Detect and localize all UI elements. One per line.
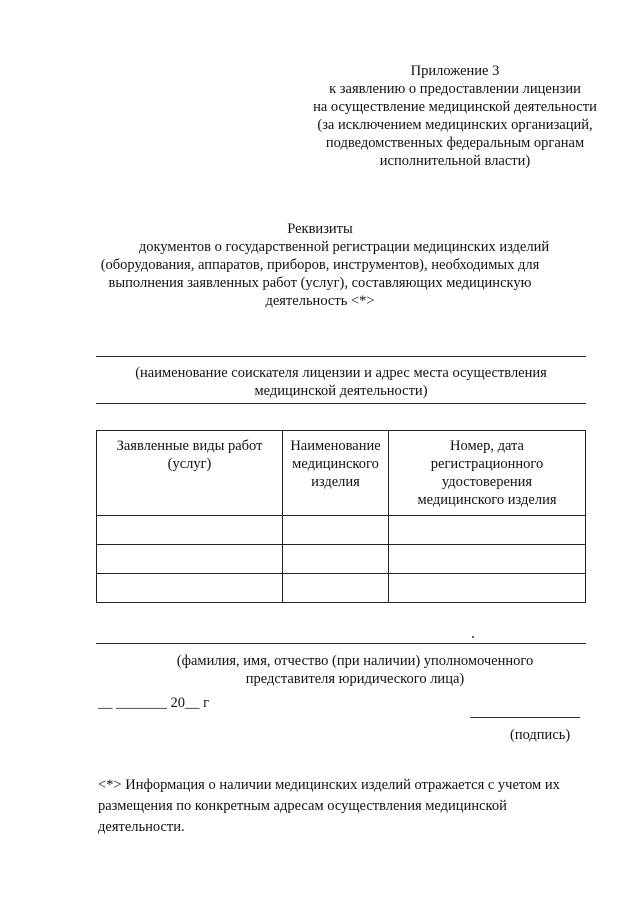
appendix-line: к заявлению о предоставлении лицензии bbox=[329, 81, 581, 97]
table-cell[interactable] bbox=[97, 516, 283, 545]
signature-field-line[interactable] bbox=[470, 717, 580, 718]
representative-caption bbox=[120, 652, 590, 688]
footnote bbox=[98, 775, 598, 838]
applicant-caption-line: (наименование соискателя лицензии и адрес места осуществления bbox=[135, 365, 547, 381]
applicant-caption bbox=[96, 364, 586, 400]
document-title bbox=[40, 220, 600, 310]
header-text: удостоверения bbox=[441, 474, 533, 490]
header-registration-certificate bbox=[389, 431, 586, 516]
representative-field-line[interactable] bbox=[96, 643, 586, 644]
applicant-bottom-rule bbox=[96, 403, 586, 404]
appendix-line: подведомственных федеральным органам bbox=[325, 135, 585, 151]
appendix-number: Приложение 3 bbox=[410, 63, 500, 79]
title-line: деятельность <*> bbox=[265, 293, 375, 309]
title-line: документов о государственной регистрации медицинских изделий bbox=[138, 239, 550, 255]
appendix-line: исполнительной власти) bbox=[379, 153, 531, 169]
title-line: выполнения заявленных работ (услуг), составляющих медицинскую bbox=[108, 275, 532, 291]
table-cell[interactable] bbox=[283, 574, 389, 603]
header-text: медицинского изделия bbox=[417, 492, 557, 508]
table-cell[interactable] bbox=[389, 574, 586, 603]
footnote-line: <*> Информация о наличии медицинских изделий отражается с учетом их bbox=[98, 777, 560, 793]
table-row bbox=[97, 516, 586, 545]
table-cell[interactable] bbox=[389, 545, 586, 574]
table-row bbox=[97, 545, 586, 574]
table-header-row bbox=[97, 431, 586, 516]
table-cell[interactable] bbox=[97, 574, 283, 603]
title-heading: Реквизиты bbox=[287, 221, 353, 237]
table-cell[interactable] bbox=[283, 545, 389, 574]
footnote-line: размещения по конкретным адресам осуществления медицинской bbox=[98, 798, 507, 814]
table-cell[interactable] bbox=[389, 516, 586, 545]
header-text: (услуг) bbox=[167, 456, 212, 472]
header-device-name bbox=[283, 431, 389, 516]
applicant-caption-line: медицинской деятельности) bbox=[254, 383, 428, 399]
stray-dot bbox=[472, 636, 474, 638]
footnote-line: деятельности. bbox=[98, 819, 185, 835]
appendix-line: (за исключением медицинских организаций, bbox=[317, 117, 593, 133]
appendix-line: на осуществление медицинской деятельности bbox=[313, 99, 597, 115]
header-text: Номер, дата bbox=[450, 438, 524, 454]
table-cell[interactable] bbox=[283, 516, 389, 545]
header-text: Заявленные виды работ bbox=[116, 438, 263, 454]
applicant-field-line[interactable] bbox=[96, 356, 586, 357]
medical-devices-table bbox=[96, 430, 586, 603]
signature-caption: (подпись) bbox=[510, 727, 571, 743]
date-field[interactable]: __ _______ 20__ г bbox=[98, 695, 210, 711]
appendix-header bbox=[290, 62, 620, 170]
representative-caption-line: (фамилия, имя, отчество (при наличии) уполномоченного bbox=[176, 653, 534, 669]
title-line: (оборудования, аппаратов, приборов, инструментов), необходимых для bbox=[100, 257, 540, 273]
header-text: изделия bbox=[311, 474, 360, 490]
table-cell[interactable] bbox=[97, 545, 283, 574]
header-text: Наименование bbox=[290, 438, 381, 454]
table-row bbox=[97, 574, 586, 603]
representative-caption-line: представителя юридического лица) bbox=[245, 671, 465, 687]
header-work-types bbox=[97, 431, 283, 516]
header-text: регистрационного bbox=[430, 456, 544, 472]
header-text: медицинского bbox=[292, 456, 379, 472]
